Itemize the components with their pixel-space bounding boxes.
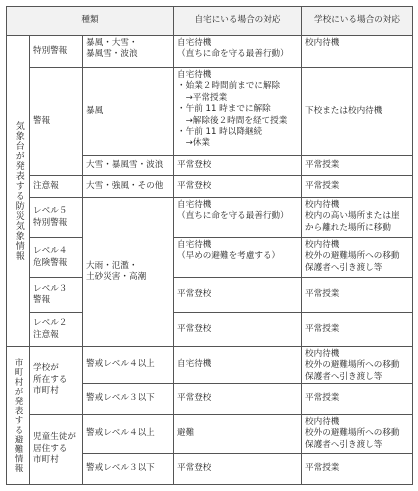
school-city-high-school: 校内待機 校外の避難場所への移動 保護者へ引き渡し等 — [301, 346, 413, 384]
level3-school: 平常授業 — [301, 277, 413, 313]
level2-home: 平常登校 — [173, 312, 302, 347]
warning-storm-home: 自宅待機 ・始業２時間前までに解除 →平常授業 ・午前 11 時までに解除 →解除後２時間を経て授業 ・午前 11 時以降継続 →休業 — [173, 67, 302, 156]
levels-shared-sub: 大雨・氾濫・ 土砂災害・高潮 — [82, 197, 174, 347]
advisory-home: 平常登校 — [173, 175, 302, 198]
special-warning-category: 特別警報 — [29, 35, 83, 68]
header-home: 自宅にいる場合の対応 — [173, 6, 302, 36]
level3-home: 平常登校 — [173, 277, 302, 313]
level4-category: レベル４ 危険警報 — [29, 237, 83, 278]
advisory-sub: 大雪・強風・その他 — [82, 175, 174, 198]
school-city-high-sub: 警戒レベル４以上 — [82, 346, 174, 384]
warning-other-home: 平常登校 — [173, 155, 302, 176]
level2-category: レベル２ 注意報 — [29, 312, 83, 347]
special-warning-school: 校内待機 — [301, 35, 413, 68]
warning-storm-sub: 暴風 — [82, 67, 174, 156]
warning-other-school: 平常授業 — [301, 155, 413, 176]
school-city-high-home: 自宅待機 — [173, 346, 302, 384]
school-city-category: 学校が 所在する 市町村 — [29, 346, 83, 415]
student-city-low-home: 平常登校 — [173, 453, 302, 485]
header-type: 種類 — [6, 6, 174, 36]
school-city-low-home: 平常登校 — [173, 383, 302, 415]
student-city-category: 児童生徒が 居住する 市町村 — [29, 414, 83, 485]
warning-storm-school: 下校または校内待機 — [301, 67, 413, 156]
level4-home: 自宅待機 （早めの避難を考慮する） — [173, 237, 302, 278]
level3-category: レベル３ 警報 — [29, 277, 83, 313]
student-city-high-sub: 警戒レベル４以上 — [82, 414, 174, 454]
school-city-low-school: 平常授業 — [301, 383, 413, 415]
student-city-high-home: 避難 — [173, 414, 302, 454]
special-warning-home: 自宅待機 （直ちに命を守る最善行動） — [173, 35, 302, 68]
level4-school: 校内待機 校外の避難場所への移動 保護者へ引き渡し等 — [301, 237, 413, 278]
section-weather-label: 気象台が発表する防災気象情報 — [6, 35, 30, 347]
header-school: 学校にいる場合の対応 — [301, 6, 413, 36]
section-municipal-label: 市町村が発表する避難情報 — [6, 346, 30, 485]
student-city-low-sub: 警戒レベル３以下 — [82, 453, 174, 485]
student-city-low-school: 平常授業 — [301, 453, 413, 485]
school-city-low-sub: 警戒レベル３以下 — [82, 383, 174, 415]
level5-category: レベル５ 特別警報 — [29, 197, 83, 238]
level5-school: 校内待機 校内の高い場所または崖 から離れた場所に移動 — [301, 197, 413, 238]
special-warning-sub: 暴風・大雪・ 暴風雪・波浪 — [82, 35, 174, 68]
level2-school: 平常授業 — [301, 312, 413, 347]
advisory-school: 平常授業 — [301, 175, 413, 198]
level5-home: 自宅待機 （直ちに命を守る最善行動） — [173, 197, 302, 238]
student-city-high-school: 校内待機 校外の避難場所への移動 保護者へ引き渡し等 — [301, 414, 413, 454]
warning-other-sub: 大雪・暴風雪・波浪 — [82, 155, 174, 176]
advisory-category: 注意報 — [29, 175, 83, 198]
warning-category: 警報 — [29, 67, 83, 176]
